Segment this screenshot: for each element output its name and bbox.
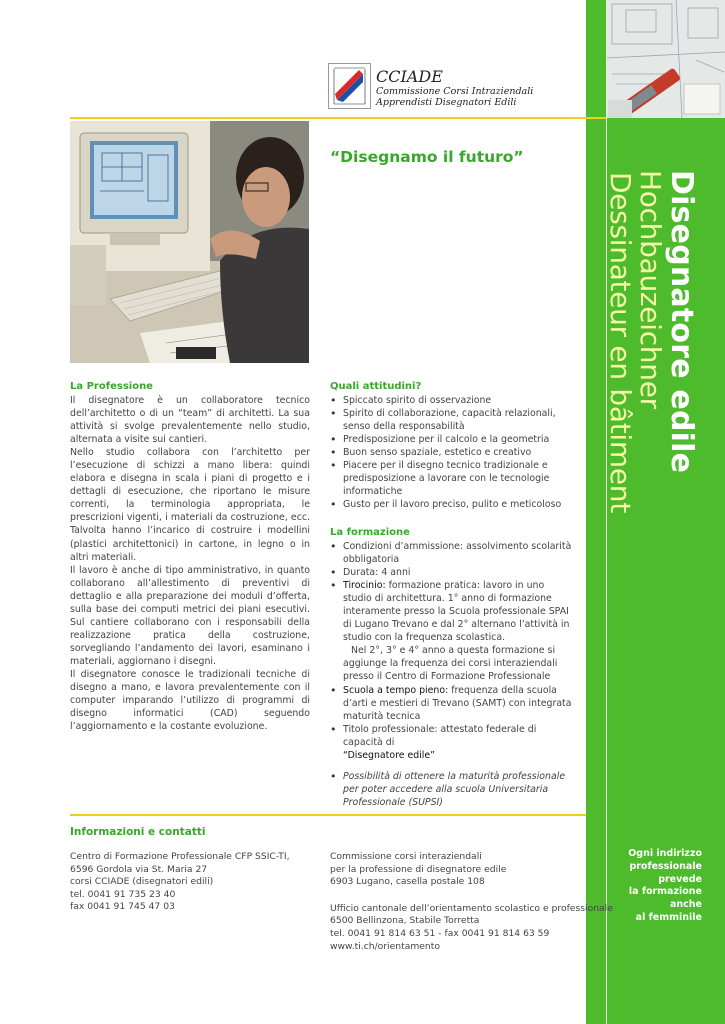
contacts-right xyxy=(330,851,613,953)
brand-subtitle-2: Apprendisti Disegnatori Edili xyxy=(376,97,517,108)
titolo-text: Titolo professionale: attestato federale di capacità di xyxy=(343,723,537,748)
note-line: professionale xyxy=(629,860,702,872)
list-item xyxy=(330,684,573,723)
attitudini-heading: Quali attitudini? xyxy=(330,381,422,392)
contact-line: 6500 Bellinzona, Stabile Torretta xyxy=(330,915,480,927)
slogan: “Disegnamo il futuro” xyxy=(330,148,524,166)
list-item: • Durata: 4 anni xyxy=(330,566,573,579)
contacts-yellow-rule xyxy=(70,814,586,816)
note-line: prevede xyxy=(658,873,702,885)
title-french: Dessinateur en bâtiment xyxy=(604,172,637,513)
contact-line: fax 0041 91 745 47 03 xyxy=(70,901,175,913)
attitudini-list xyxy=(330,394,573,511)
note-line: Ogni indirizzo xyxy=(628,848,702,859)
professione-paragraph: Nello studio collabora con l’architetto per l’esecuzione di schizzi a mano libera: quindi elabora e disegna in scala i piani di progetto e i dettagli di esecuzione, che riportano le misure correnti, la terminologia appropriata, le prescrizioni vigenti, i materiali da costruzione, ecc. Talvolta hanno l’incarico di costruire i modellini (plastici architettonici) in cartone, in legno o in altri materiali. xyxy=(70,447,310,563)
note-line: anche xyxy=(669,899,702,911)
tirocinio-text: formazione pratica: lavoro in uno studio di architettura. 1° anno di formazione interamente presso la Scuola professionale SPAI di Lugano Trevano e dal 2° alternano l’attività in studio con la frequenza scolastica. xyxy=(343,580,570,644)
professione-text xyxy=(70,394,310,733)
maturita-note: • Possibilità di ottenere la maturità professionale per poter accedere alla scuola Universitaria Professionale (SUPSI) xyxy=(330,770,573,809)
vertical-titles xyxy=(604,148,699,513)
note-line: al femminile xyxy=(635,911,702,923)
list-item: • Spirito di collaborazione, capacità relazionali, senso della responsabilità xyxy=(330,407,573,433)
contact-line: per la professione di disegnatore edile xyxy=(330,863,507,875)
professione-paragraph: Il disegnatore è un collaboratore tecnico dell’architetto o di un “team” di architetti. La sua attività si svolge prevalentemente nello studio, alternata a visite sui cantieri. xyxy=(70,395,310,446)
female-training-note xyxy=(604,848,702,925)
title-german: Hochbauzeichner xyxy=(634,170,667,409)
draftsman-at-computer-photo xyxy=(70,121,309,363)
contact-line: corsi CCIADE (disegnatori edili) xyxy=(70,876,214,888)
contact-line: Commissione corsi interaziendali xyxy=(330,851,482,862)
contact-line: Ufficio cantonale dell’orientamento scolastico e professionale xyxy=(330,902,613,914)
list-item: • Spiccato spirito di osservazione xyxy=(330,394,573,407)
formazione-heading: La formazione xyxy=(330,527,410,538)
tirocinio-extra: Nel 2°, 3° e 4° anno a questa formazione si aggiunge la frequenza dei corsi interaziendali presso il Centro di Formazione Professionale xyxy=(343,645,558,683)
scuola-text: frequenza della scuola d’arti e mestieri di Trevano (SAMT) con integrata maturità tecnica xyxy=(343,684,572,722)
list-item xyxy=(330,723,573,762)
top-yellow-rule xyxy=(70,117,606,119)
list-item xyxy=(330,579,573,683)
list-item: • Condizioni d’ammissione: assolvimento scolarità obbligatoria xyxy=(330,540,573,566)
contact-line: 6596 Gordola via St. Maria 27 xyxy=(70,863,208,875)
cciade-logo xyxy=(328,63,371,109)
scuola-label: Scuola a tempo pieno: xyxy=(343,684,449,696)
formazione-list xyxy=(330,540,573,809)
titolo-value: “Disegnatore edile” xyxy=(343,749,436,761)
blueprint-tools-photo xyxy=(606,0,725,118)
list-item: • Predisposizione per il calcolo e la geometria xyxy=(330,433,573,446)
professione-paragraph: Il lavoro è anche di tipo amministrativo, in quanto collaborano all’allestimento di preventivi di dettaglio e alla preparazione dei moduli d’offerta, sulla base dei computi metrici dei piani esecutivi. Sul cantiere collaborano con i responsabili della realizzazione pratica della costruzione, sorvegliando l’andamento dei lavori, esaminano i materiali, aggiornano i disegni. xyxy=(70,564,310,667)
contacts-heading: Informazioni e contatti xyxy=(70,826,206,838)
contact-line: tel. 0041 91 735 23 40 xyxy=(70,888,176,900)
brand-subtitle-1: Commissione Corsi Intraziendali xyxy=(376,86,534,97)
list-item: • Piacere per il disegno tecnico tradizionale e predisposizione a lavorare con le tecnologie informatiche xyxy=(330,459,573,498)
professione-paragraph: Il disegnatore conosce le tradizionali tecniche di disegno a mano, e lavora prevalentemente con il computer imparando l’utilizzo di programmi di disegno informatici (CAD) seguendo l’aggiornamento e la costante evoluzione. xyxy=(70,668,310,733)
tirocinio-label: Tirocinio: xyxy=(343,580,386,592)
contact-line: Centro di Formazione Professionale CFP SSIC-TI, xyxy=(70,851,290,862)
contacts-left xyxy=(70,851,290,914)
list-item: • Buon senso spaziale, estetico e creativo xyxy=(330,446,573,459)
list-item: • Gusto per il lavoro preciso, pulito e meticoloso xyxy=(330,498,573,511)
contact-line: tel. 0041 91 814 63 51 - fax 0041 91 814 63 59 xyxy=(330,927,550,939)
title-italian: Disegnatore edile xyxy=(664,170,699,474)
note-line: la formazione xyxy=(628,886,702,898)
brand-name: CCIADE xyxy=(376,67,443,86)
professione-heading: La Professione xyxy=(70,381,153,392)
contact-line: 6903 Lugano, casella postale 108 xyxy=(330,876,485,888)
contact-link[interactable]: www.ti.ch/orientamento xyxy=(330,940,440,952)
